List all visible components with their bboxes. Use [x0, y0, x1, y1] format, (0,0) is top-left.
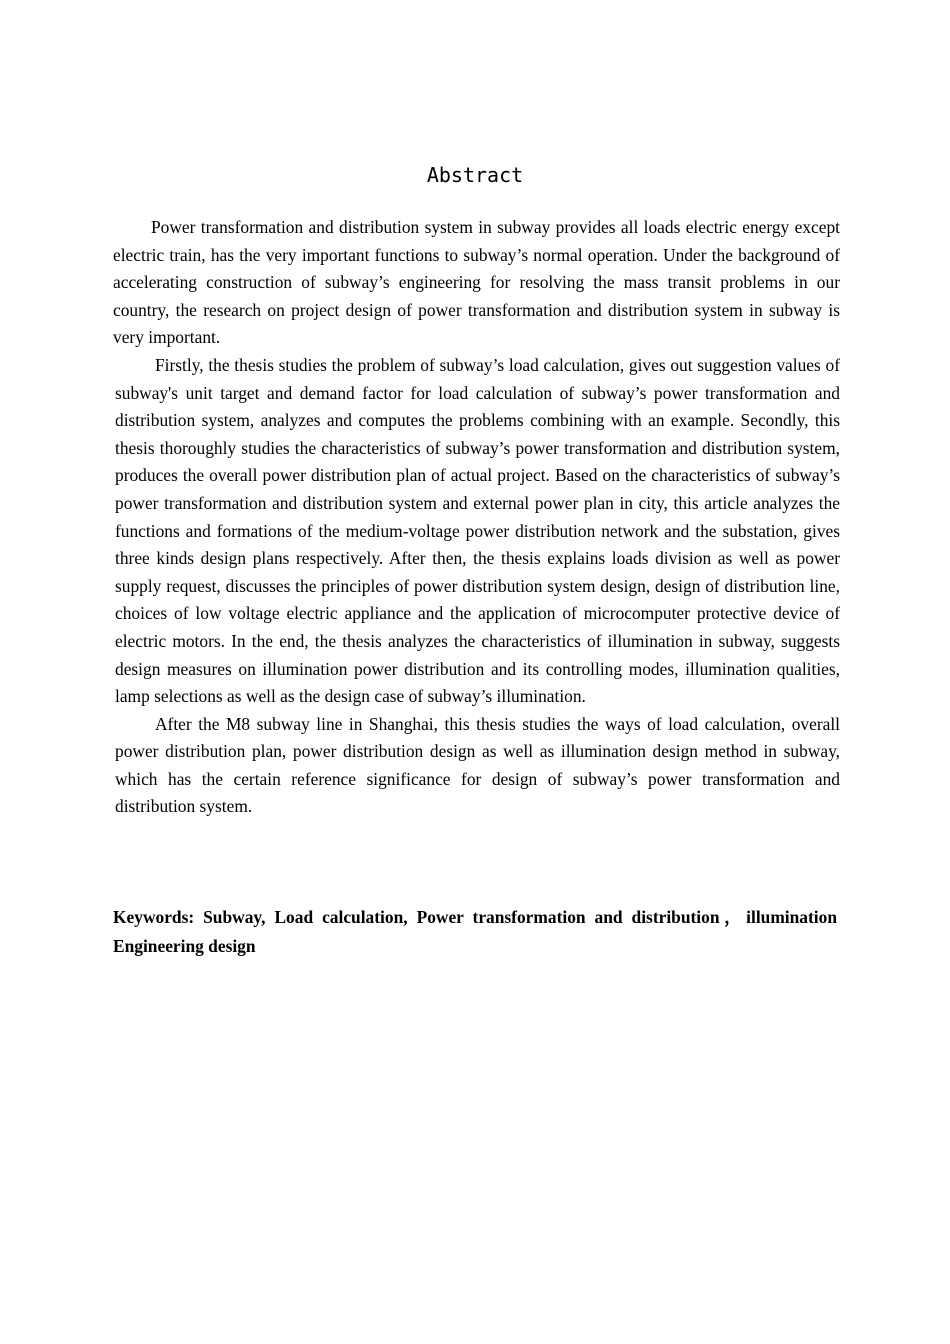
abstract-paragraph-3: After the M8 subway line in Shanghai, this thesis studies the ways of load calculation, overall power distribution plan, power distribution design as well as illumination design method in subway, which has the certain reference significance for design of subway’s power transformation and distribution system.	[115, 713, 840, 817]
keywords-line: Keywords: Subway, Load calculation, Power transformation and distribution，illumination Engineering design	[113, 907, 837, 956]
abstract-body	[113, 214, 840, 821]
abstract-paragraph-1: Power transformation and distribution system in subway provides all loads electric energy except electric train, has the very important functions to subway’s normal operation. Under the background of accelerating construction of subway’s engineering for resolving the mass transit problems in our country, the research on project design of power transformation and distribution system in subway is very important.	[113, 217, 840, 348]
abstract-title: Abstract	[426, 163, 524, 187]
abstract-paragraph-2: Firstly, the thesis studies the problem of subway’s load calculation, gives out suggestion values of subway's unit target and demand factor for load calculation of subway’s power transformation and distribution system, analyzes and computes the problems combining with an example. Secondly, this thesis thoroughly studies the characteristics of subway’s power transformation and distribution system, produces the overall power distribution plan of actual project. Based on the characteristics of subway’s power transformation and distribution system and external power plan in city, this article analyzes the functions and formations of the medium-voltage power distribution network and the substation, gives three kinds design plans respectively. After then, the thesis explains loads division as well as power supply request, discusses the principles of power distribution system design, design of distribution line, choices of low voltage electric appliance and the application of microcomputer protective device of electric motors. In the end, the thesis analyzes the characteristics of illumination in subway, suggests design measures on illumination power distribution and its controlling modes, illumination qualities, lamp selections as well as the design case of subway’s illumination.	[115, 354, 840, 707]
